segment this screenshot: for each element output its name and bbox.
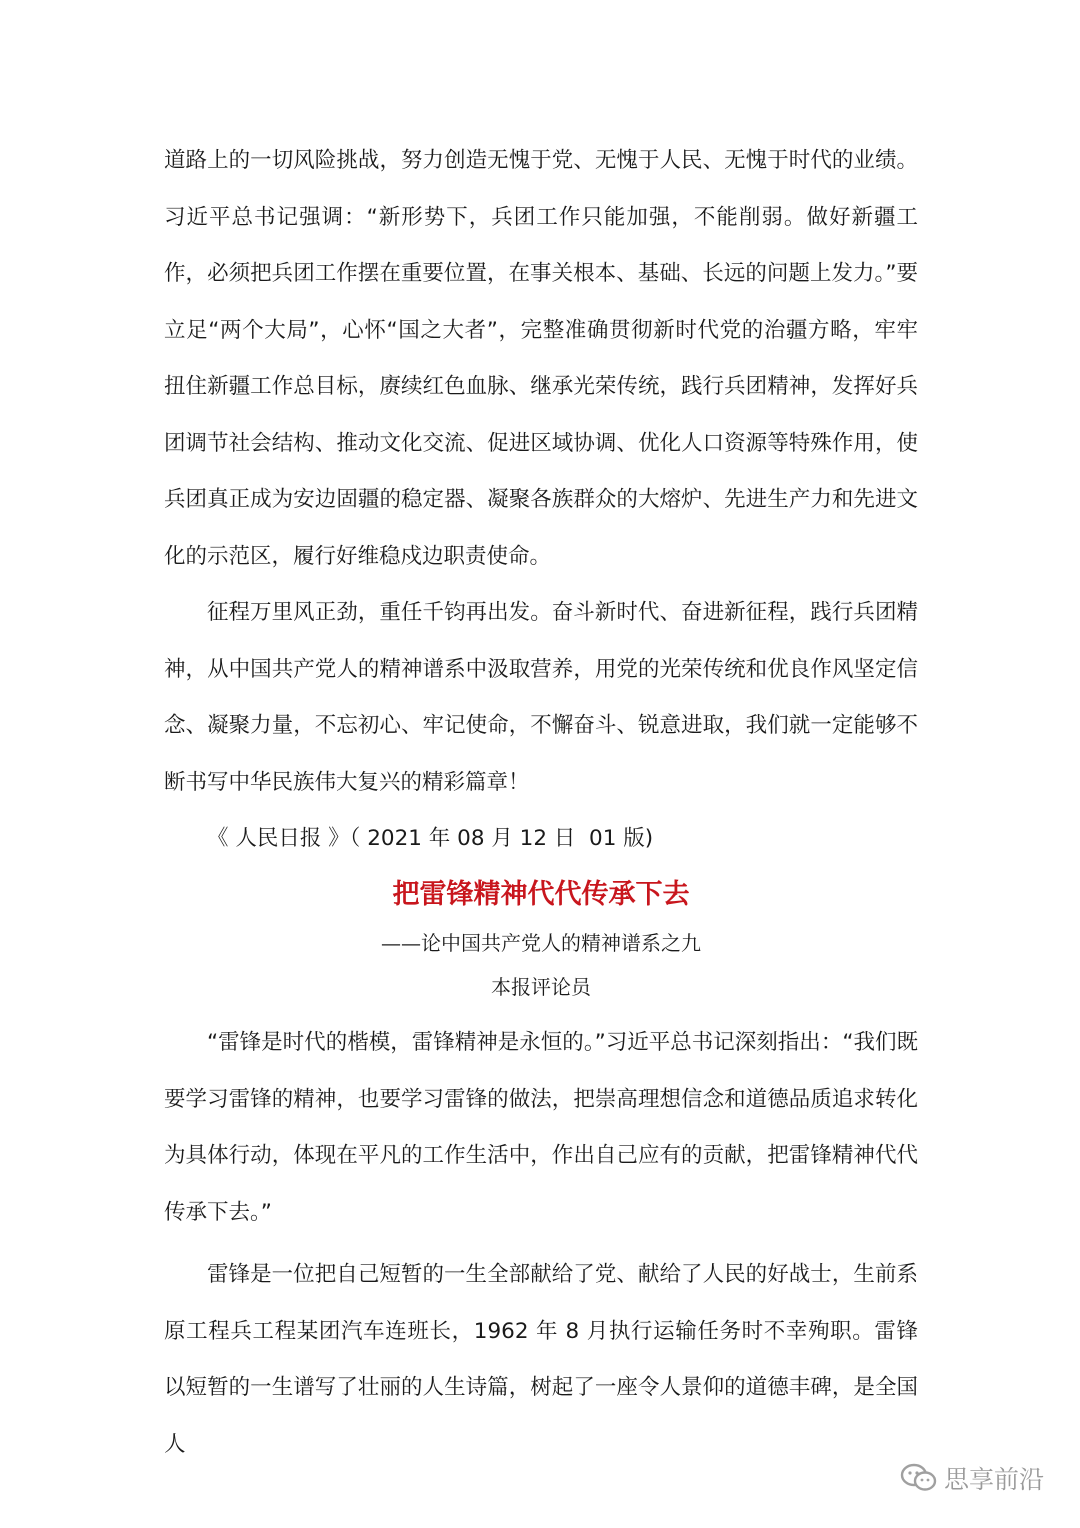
document-page [164,133,918,1473]
article1-source: 《 人民日报 》（ 2021 年 08 月 12 日 01 版) [207,826,654,851]
watermark-text: 思享前沿 [943,1465,1044,1494]
wechat-icon [900,1462,938,1494]
article2-subtitle: ——论中国共产党人的精神谱系之九 [381,931,701,955]
article2-paragraph-1: “雷锋是时代的楷模，雷锋精神是永恒的。”习近平总书记深刻指出：“我们既要学习雷锋的精神，也要学习雷锋的做法，把崇高理想信念和道德品质追求转化为具体行动，体现在平凡的工作生活中，作出自己应有的贡献，把雷锋精神代代传承下去。” [164,1030,918,1225]
article2-title: 把雷锋精神代代传承下去 [392,879,690,910]
watermark [900,1460,1044,1496]
article1-paragraph-1: 道路上的一切风险挑战，努力创造无愧于党、无愧于人民、无愧于时代的业绩。习近平总书记强调：“新形势下，兵团工作只能加强，不能削弱。做好新疆工作，必须把兵团工作摆在重要位置，在事关根本、基础、长远的问题上发力。”要立足“两个大局”，心怀“国之大者”，完整准确贯彻新时代党的治疆方略，牢牢扭住新疆工作总目标，赓续红色血脉、继承光荣传统，践行兵团精神，发挥好兵团调节社会结构、推动文化交流、促进区域协调、优化人口资源等特殊作用，使兵团真正成为安边固疆的稳定器、凝聚各族群众的大熔炉、先进生产力和先进文化的示范区，履行好维稳戍边职责使命。 [164,148,918,569]
article1-paragraph-2: 征程万里风正劲，重任千钧再出发。奋斗新时代、奋进新征程，践行兵团精神，从中国共产党人的精神谱系中汲取营养，用党的光荣传统和优良作风坚定信念、凝聚力量，不忘初心、牢记使命，不懈奋斗、锐意进取，我们就一定能够不断书写中华民族伟大复兴的精彩篇章！ [164,600,918,795]
article2-byline: 本报评论员 [491,975,591,999]
article2-paragraph-2: 雷锋是一位把自己短暂的一生全部献给了党、献给了人民的好战士，生前系原工程兵工程某团汽车连班长，1962 年 8 月执行运输任务时不幸殉职。雷锋以短暂的一生谱写了壮丽的人生诗篇，树起了一座令人景仰的道德丰碑，是全国人 [164,1262,918,1457]
